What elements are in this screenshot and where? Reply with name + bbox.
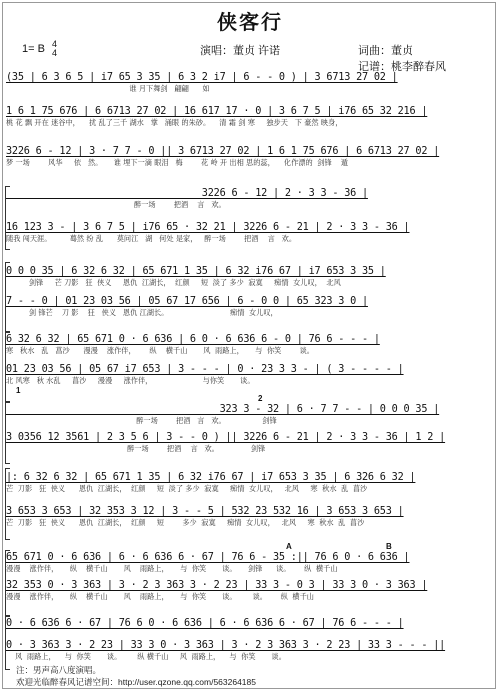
score-system-1 <box>6 72 494 94</box>
notation-line: 1 6 1 75 676 | 6 6713 27 02 | 16 617 17 · 0 | 3 6 7 5 | i76 65 32 216 | <box>6 106 428 117</box>
lyric-line: 剑 锋芒 刀 影 狂 侠义 恩仇 江湖长。 痴情 女儿叹， <box>6 308 278 317</box>
score-system-3 <box>6 146 494 168</box>
notation-line: 0 0 0 35 | 6 32 6 32 | 65 671 1 35 | 6 32 i76 67 | i7 653 3 35 | <box>6 266 386 277</box>
notation-line: 0 · 3 363 3 · 2 23 | 33 3 0 · 3 363 | 3 · 2 3 363 3 · 2 23 | 33 3 - - - || <box>6 640 446 651</box>
time-signature <box>52 40 57 58</box>
lyric-line: 醉一场 把酒 言 欢。 <box>6 200 226 209</box>
score-system-5 <box>6 222 494 244</box>
lyricist-credit: 词曲：董贞 <box>358 45 413 57</box>
song-title: 侠客行 <box>217 10 283 34</box>
lyric-line: 风 雨路上， 与 你笑 谈。 纵 横千山 风 雨路上， 与 你笑 谈。 <box>6 652 286 661</box>
notation-line: 16 123 3 - | 3 6 7 5 | i76 65 · 32 21 | 3226 6 - 21 | 2 · 3 3 - 36 | <box>6 222 410 233</box>
score-system-10 <box>6 404 494 426</box>
time-top: 4 <box>52 39 58 49</box>
score-system-13 <box>6 506 494 528</box>
score-system-7 <box>6 296 494 318</box>
key-label: 1= B <box>22 42 45 55</box>
score-system-17 <box>6 640 494 662</box>
score-system-15 <box>6 580 494 602</box>
notation-line: 0 · 6 636 6 · 67 | 76 6 0 · 6 636 | 6 · 6 636 6 · 67 | 76 6 - - - | <box>6 618 404 629</box>
singer-credit: 演唱：董贞 许诺 <box>200 45 281 57</box>
footer-note: 注：男声高八度演唱。 <box>16 665 102 675</box>
lyric-line: 芒 刀影 狂 侠义 恩仇 江湖长， 红颜 短 多少 寂寞 痴情 女儿叹， 北风 寒 秋水 乱 菖沙 <box>6 518 365 527</box>
lyric-line: 北 风寒 秋 水乱 菖沙 漫漫 涨作伴， 与你笑 谈。 <box>6 376 255 385</box>
volta-marker: 1 <box>16 386 21 395</box>
lyric-line: 芒 刀影 狂 侠义 恩仇 江湖长， 红颜 短 淡了 多少 寂寞 痴情 女儿叹， 北风 寒 秋水 乱 菖沙 <box>6 484 368 493</box>
notation-line: (35 | 6 3 6 5 | i7 65 3 35 | 6 3 2 i7 | 6 - - 0 ) | 3 6713 27 02 | <box>6 72 398 83</box>
score-system-16 <box>6 618 494 640</box>
notation-line: 3226 6 - 12 | 3 · 7 7 - 0 || 3 6713 27 02 | 1 6 1 75 676 | 6 6713 27 02 | <box>6 146 440 157</box>
score-system-8 <box>6 334 494 356</box>
lyric-line: 梦 一场 风华 依 然。 谁 埋下一滴 眼泪 梅 花 岭 开 出相 思的蕊， 化作漂的 剑锋 遁 <box>6 158 348 167</box>
lyric-line: 谁 月下舞剑 翩翩 如 <box>6 84 210 93</box>
score-system-4 <box>6 188 494 210</box>
score-system-11 <box>6 432 494 454</box>
section-marker-b: B <box>386 542 392 551</box>
time-bottom: 4 <box>52 48 58 58</box>
notation-line: |: 6 32 6 32 | 65 671 1 35 | 6 32 i76 67 | i7 653 3 35 | 6 326 6 32 | <box>6 472 416 483</box>
score-system-9 <box>6 364 494 386</box>
key-signature <box>22 40 57 58</box>
notation-line: 32 353 0 · 3 363 | 3 · 2 3 363 3 · 2 23 | 33 3 - 0 3 | 33 3 0 · 3 363 | <box>6 580 428 591</box>
lyric-line: 寒 秋水 乱 菖沙 漫漫 涨作伴， 纵 横千山 风 雨路上， 与 你笑 谈。 <box>6 346 314 355</box>
notation-line: 7 - - 0 | 01 23 03 56 | 05 67 17 656 | 6 - 0 0 | 65 323 3 0 | <box>6 296 368 307</box>
lyric-line: 醉一场 把酒 言 欢。 剑锋 <box>6 416 277 425</box>
lyric-line <box>6 630 494 640</box>
notation-line: 323 3 - 32 | 6 · 7 7 - - | 0 0 0 35 | <box>6 404 440 415</box>
transcriber-credit: 记谱：桃李醉春风 <box>358 61 446 73</box>
lyric-line: 剑锋 芒 刀影 狂 侠义 恩仇 江湖长， 红颜 短 淡了 多少 寂寞 痴情 女儿叹， 北风 <box>6 278 341 287</box>
lyric-line: 随我 闯天涯。 蓦然 纷 乱 莫问江 湖 何处 是家， 醉一场 把酒 言 欢。 <box>6 234 297 243</box>
notation-line: 65 671 0 · 6 636 | 6 · 6 636 6 · 67 | 76 6 - 35 :|| 76 6 0 · 6 636 | <box>6 552 410 563</box>
score-system-2 <box>6 106 494 128</box>
notation-line: 3226 6 - 12 | 2 · 3 3 - 36 | <box>6 188 368 199</box>
section-marker-a: A <box>286 542 292 551</box>
footer-website[interactable]: 欢迎光临醉春风记谱空间：http://user.qzone.qq.com/563264185 <box>16 677 256 687</box>
notation-line: 6 32 6 32 | 65 671 0 · 6 636 | 6 0 · 6 636 6 - 0 | 76 6 - - - | <box>6 334 380 345</box>
lyric-line: 桃 花 飘 开在 迷谷中， 扰 乱了三千 湖水 掌 涌眼 的朱砂。 清 霜 剑 寒 独步天 下 豪然 映身， <box>6 118 343 127</box>
volta-marker: 2 <box>258 394 263 403</box>
notation-line: 01 23 03 56 | 05 67 i7 653 | 3 - - - | 0 · 23 3 3 - | ( 3 - - - - | <box>6 364 404 375</box>
score-system-14 <box>6 552 494 574</box>
lyric-line: 漫漫 涨作伴， 纵 横千山 风 雨路上， 与 你笑 谈。 剑锋 谈。 纵 横千山 <box>6 564 338 573</box>
lyric-line: 醉一场 把酒 言 欢。 剑锋 <box>6 444 266 453</box>
notation-line: 3 0356 12 3561 | 2 3 5 6 | 3 - - 0 ) || 3226 6 - 21 | 2 · 3 3 - 36 | 1 2 | <box>6 432 446 443</box>
score-system-12 <box>6 472 494 494</box>
notation-line: 3 653 3 653 | 32 353 3 12 | 3 - - 5 | 532 23 532 16 | 3 653 3 653 | <box>6 506 404 517</box>
lyric-line: 漫漫 涨作伴， 纵 横千山 风 雨路上， 与 你笑 谈。 谈。 纵 横千山 <box>6 592 314 601</box>
score-system-6 <box>6 266 494 288</box>
